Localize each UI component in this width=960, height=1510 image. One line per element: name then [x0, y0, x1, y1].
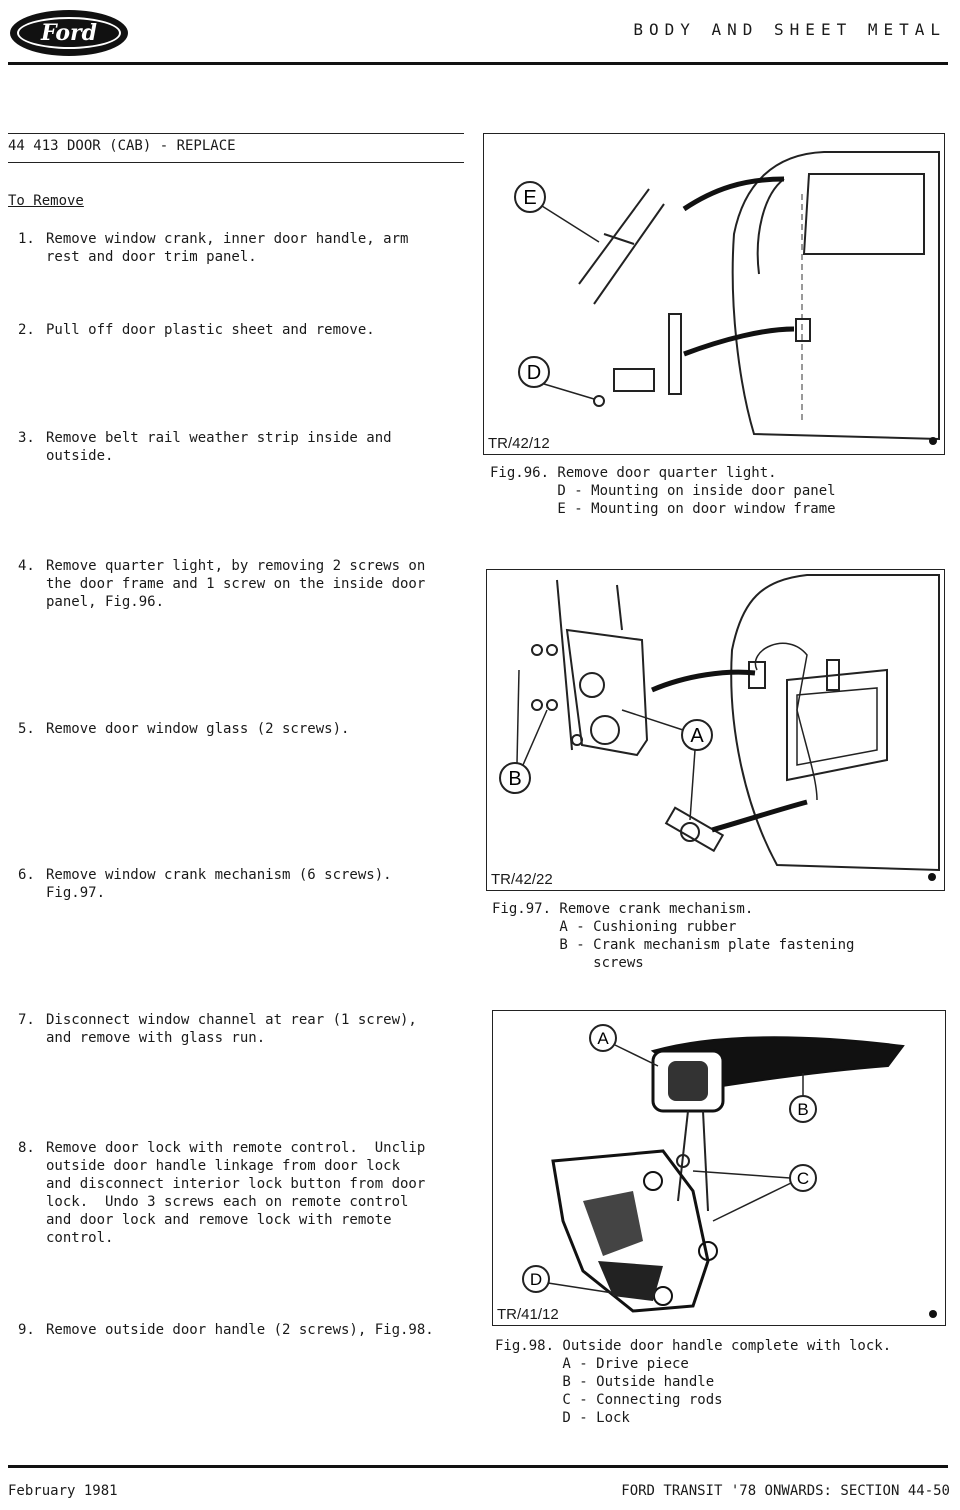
figure-98: [492, 1010, 946, 1326]
step-number: 4.: [18, 558, 35, 574]
step-3: [18, 429, 468, 465]
caption-line: Fig.97. Remove crank mechanism.: [492, 901, 754, 917]
step-1: [18, 230, 468, 266]
figure-code: TR/42/12: [488, 435, 550, 452]
figure-code: TR/42/22: [491, 871, 553, 888]
callout-b: B: [508, 768, 522, 790]
step-7: [18, 1011, 468, 1047]
figure-96-drawing: [484, 134, 944, 454]
step-8: [18, 1139, 468, 1247]
caption-line: D - Mounting on inside door panel: [490, 483, 836, 499]
step-text: Disconnect window channel at rear (1 screw), and remove with glass run.: [46, 1012, 417, 1046]
step-number: 3.: [18, 430, 35, 446]
callout-d: D: [526, 362, 542, 384]
callout-a: A: [690, 725, 704, 747]
step-number: 7.: [18, 1012, 35, 1028]
figure-code: TR/41/12: [497, 1306, 559, 1323]
step-text: Pull off door plastic sheet and remove.: [46, 322, 375, 338]
footer-rule: [8, 1465, 948, 1468]
section-top-rule: [8, 133, 464, 134]
ford-logo: [10, 10, 128, 56]
caption-line: Fig.96. Remove door quarter light.: [490, 465, 777, 481]
step-number: 1.: [18, 231, 35, 247]
step-text: Remove door window glass (2 screws).: [46, 721, 350, 737]
callout-c: C: [796, 1169, 810, 1188]
step-number: 6.: [18, 867, 35, 883]
page-header-title: BODY AND SHEET METAL: [633, 20, 946, 39]
step-text: Remove door lock with remote control. Unclip outside door handle linkage from door lock and disconnect interior lock button from door lock. Undo 3 screws each on remote control and door lock and remove lock with remote control.: [46, 1140, 426, 1246]
caption-line: B - Crank mechanism plate fastening: [492, 937, 855, 953]
step-text: Remove window crank, inner door handle, arm rest and door trim panel.: [46, 231, 409, 265]
callout-a: A: [597, 1029, 609, 1048]
step-number: 5.: [18, 721, 35, 737]
figure-97: [486, 569, 945, 891]
caption-line: C - Connecting rods: [495, 1392, 723, 1408]
caption-line: screws: [492, 955, 644, 971]
figure-97-drawing: [487, 570, 944, 890]
ford-logo-text: Ford: [17, 17, 121, 49]
step-4: [18, 557, 468, 611]
section-bottom-rule: [8, 162, 464, 163]
step-number: 9.: [18, 1322, 35, 1338]
subheading-to-remove: To Remove: [8, 193, 84, 209]
step-6: [18, 866, 468, 902]
figure-98-caption: [495, 1337, 891, 1427]
caption-line: Fig.98. Outside door handle complete with lock.: [495, 1338, 892, 1354]
section-heading: 44 413 DOOR (CAB) - REPLACE: [8, 138, 236, 154]
figure-96-caption: [490, 464, 836, 518]
caption-line: A - Drive piece: [495, 1356, 689, 1372]
step-text: Remove outside door handle (2 screws), Fig.98.: [46, 1322, 434, 1338]
caption-line: A - Cushioning rubber: [492, 919, 737, 935]
step-text: Remove belt rail weather strip inside and outside.: [46, 430, 392, 464]
callout-d: D: [529, 1270, 543, 1289]
step-text: Remove window crank mechanism (6 screws). Fig.97.: [46, 867, 392, 901]
caption-line: B - Outside handle: [495, 1374, 715, 1390]
step-5: [18, 720, 468, 738]
figure-98-drawing: [493, 1011, 945, 1325]
step-text: Remove quarter light, by removing 2 screws on the door frame and 1 screw on the inside door panel, Fig.96.: [46, 558, 426, 610]
step-2: [18, 321, 468, 339]
figure-96: [483, 133, 945, 455]
footer-reference: FORD TRANSIT '78 ONWARDS: SECTION 44-50: [621, 1483, 950, 1499]
figure-97-caption: [492, 900, 854, 972]
callout-b: B: [797, 1100, 809, 1119]
caption-line: D - Lock: [495, 1410, 630, 1426]
footer-date: February 1981: [8, 1483, 118, 1499]
step-number: 8.: [18, 1140, 35, 1156]
caption-line: E - Mounting on door window frame: [490, 501, 836, 517]
callout-e: E: [523, 187, 537, 209]
step-9: [18, 1321, 468, 1339]
header-rule: [8, 62, 948, 65]
step-number: 2.: [18, 322, 35, 338]
